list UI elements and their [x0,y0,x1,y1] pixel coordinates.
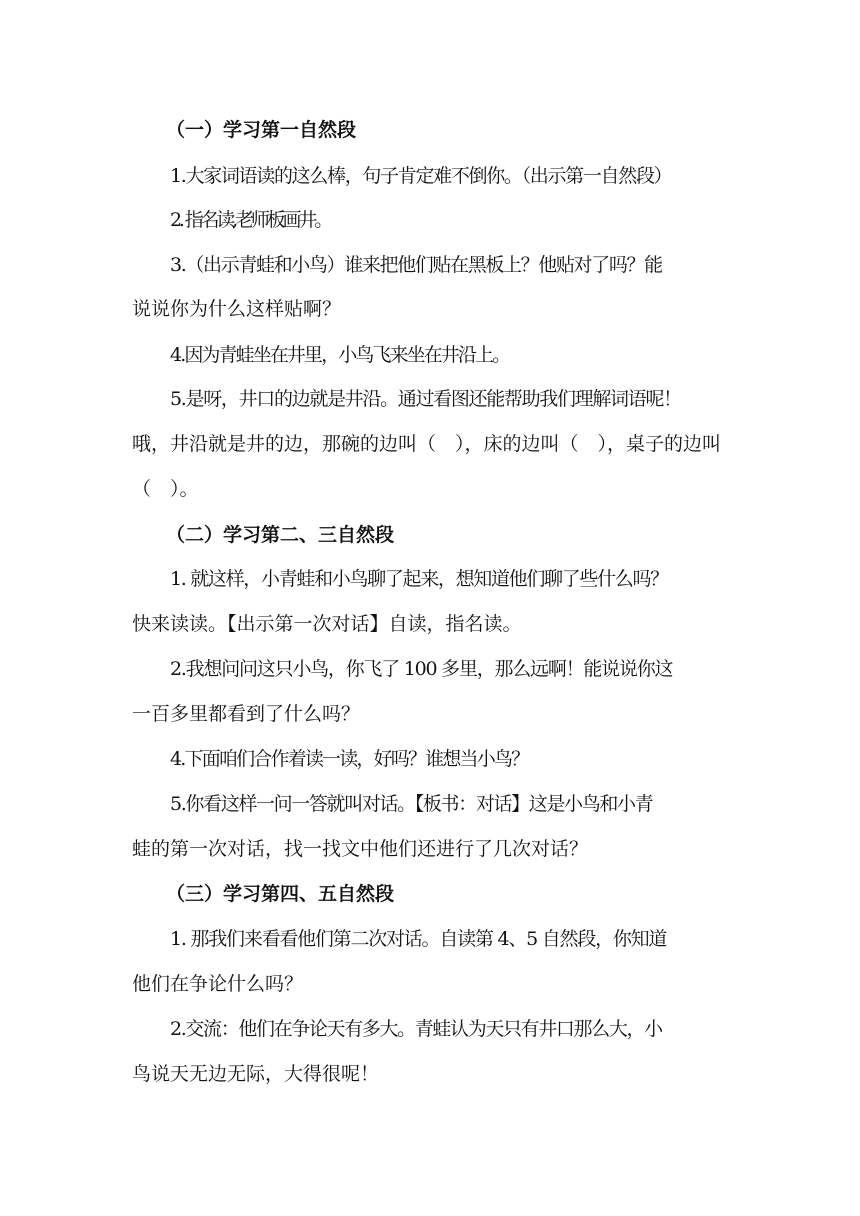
paragraph-line: 他们在争论什么吗？ [132,973,304,995]
paragraph-line: 快来读读。【出示第一次对话】自读，指名读。 [132,613,522,635]
paragraph-line: 说说你为什么这样贴啊？ [132,298,342,320]
paragraph-line: 蛙的第一次对话，找一找文中他们还进行了几次对话？ [132,838,589,860]
section-heading: （三）学习第四、五自然段 [166,883,395,905]
paragraph-line: 2.交流：他们在争论天有多大。青蛙认为天只有井口那么大，小 [170,1018,662,1040]
paragraph-line: （ ）。 [132,478,199,500]
section-heading: （二）学习第二、三自然段 [166,524,395,546]
paragraph-line: 2. 指名读,老师板画井。 [170,209,331,231]
section-heading: （一）学习第一自然段 [166,119,357,141]
paragraph-line: 1. 就这样，小青蛙和小鸟聊了起来，想知道他们聊了些什么吗？ [170,568,668,590]
paragraph-line: 1.大家词语读的这么棒，句子肯定难不倒你。（出示第一自然段） [170,165,672,187]
paragraph-line: 一百多里都看到了什么吗？ [132,703,361,725]
paragraph-line: 4.因为青蛙坐在井里，小鸟飞来坐在井沿上。 [170,344,510,366]
paragraph-line: 5.你看这样一问一答就叫对话。【板书：对话】这是小鸟和小青 [170,793,653,815]
paragraph-line: 哦，井沿就是井的边，那碗的边叫（ ），床的边叫（ ），桌子的边叫 [132,433,722,455]
paragraph-line: 鸟说天无边无际，大得很呢！ [132,1063,380,1085]
paragraph-line: 5.是呀，井口的边就是井沿。通过看图还能帮助我们理解词语呢！ [170,388,681,410]
paragraph-line: 1. 那我们来看看他们第二次对话。自读第 4、5 自然段，你知道 [170,928,667,950]
paragraph-line: 3.（出示青蛙和小鸟）谁来把他们贴在黑板上？他贴对了吗？能 [170,254,662,276]
paragraph-line: 2.我想问问这只小鸟，你飞了 100 多里，那么远啊！能说说你这 [170,658,673,680]
paragraph-line: 4.下面咱们合作着读一读，好吗？谁想当小鸟？ [170,748,529,770]
